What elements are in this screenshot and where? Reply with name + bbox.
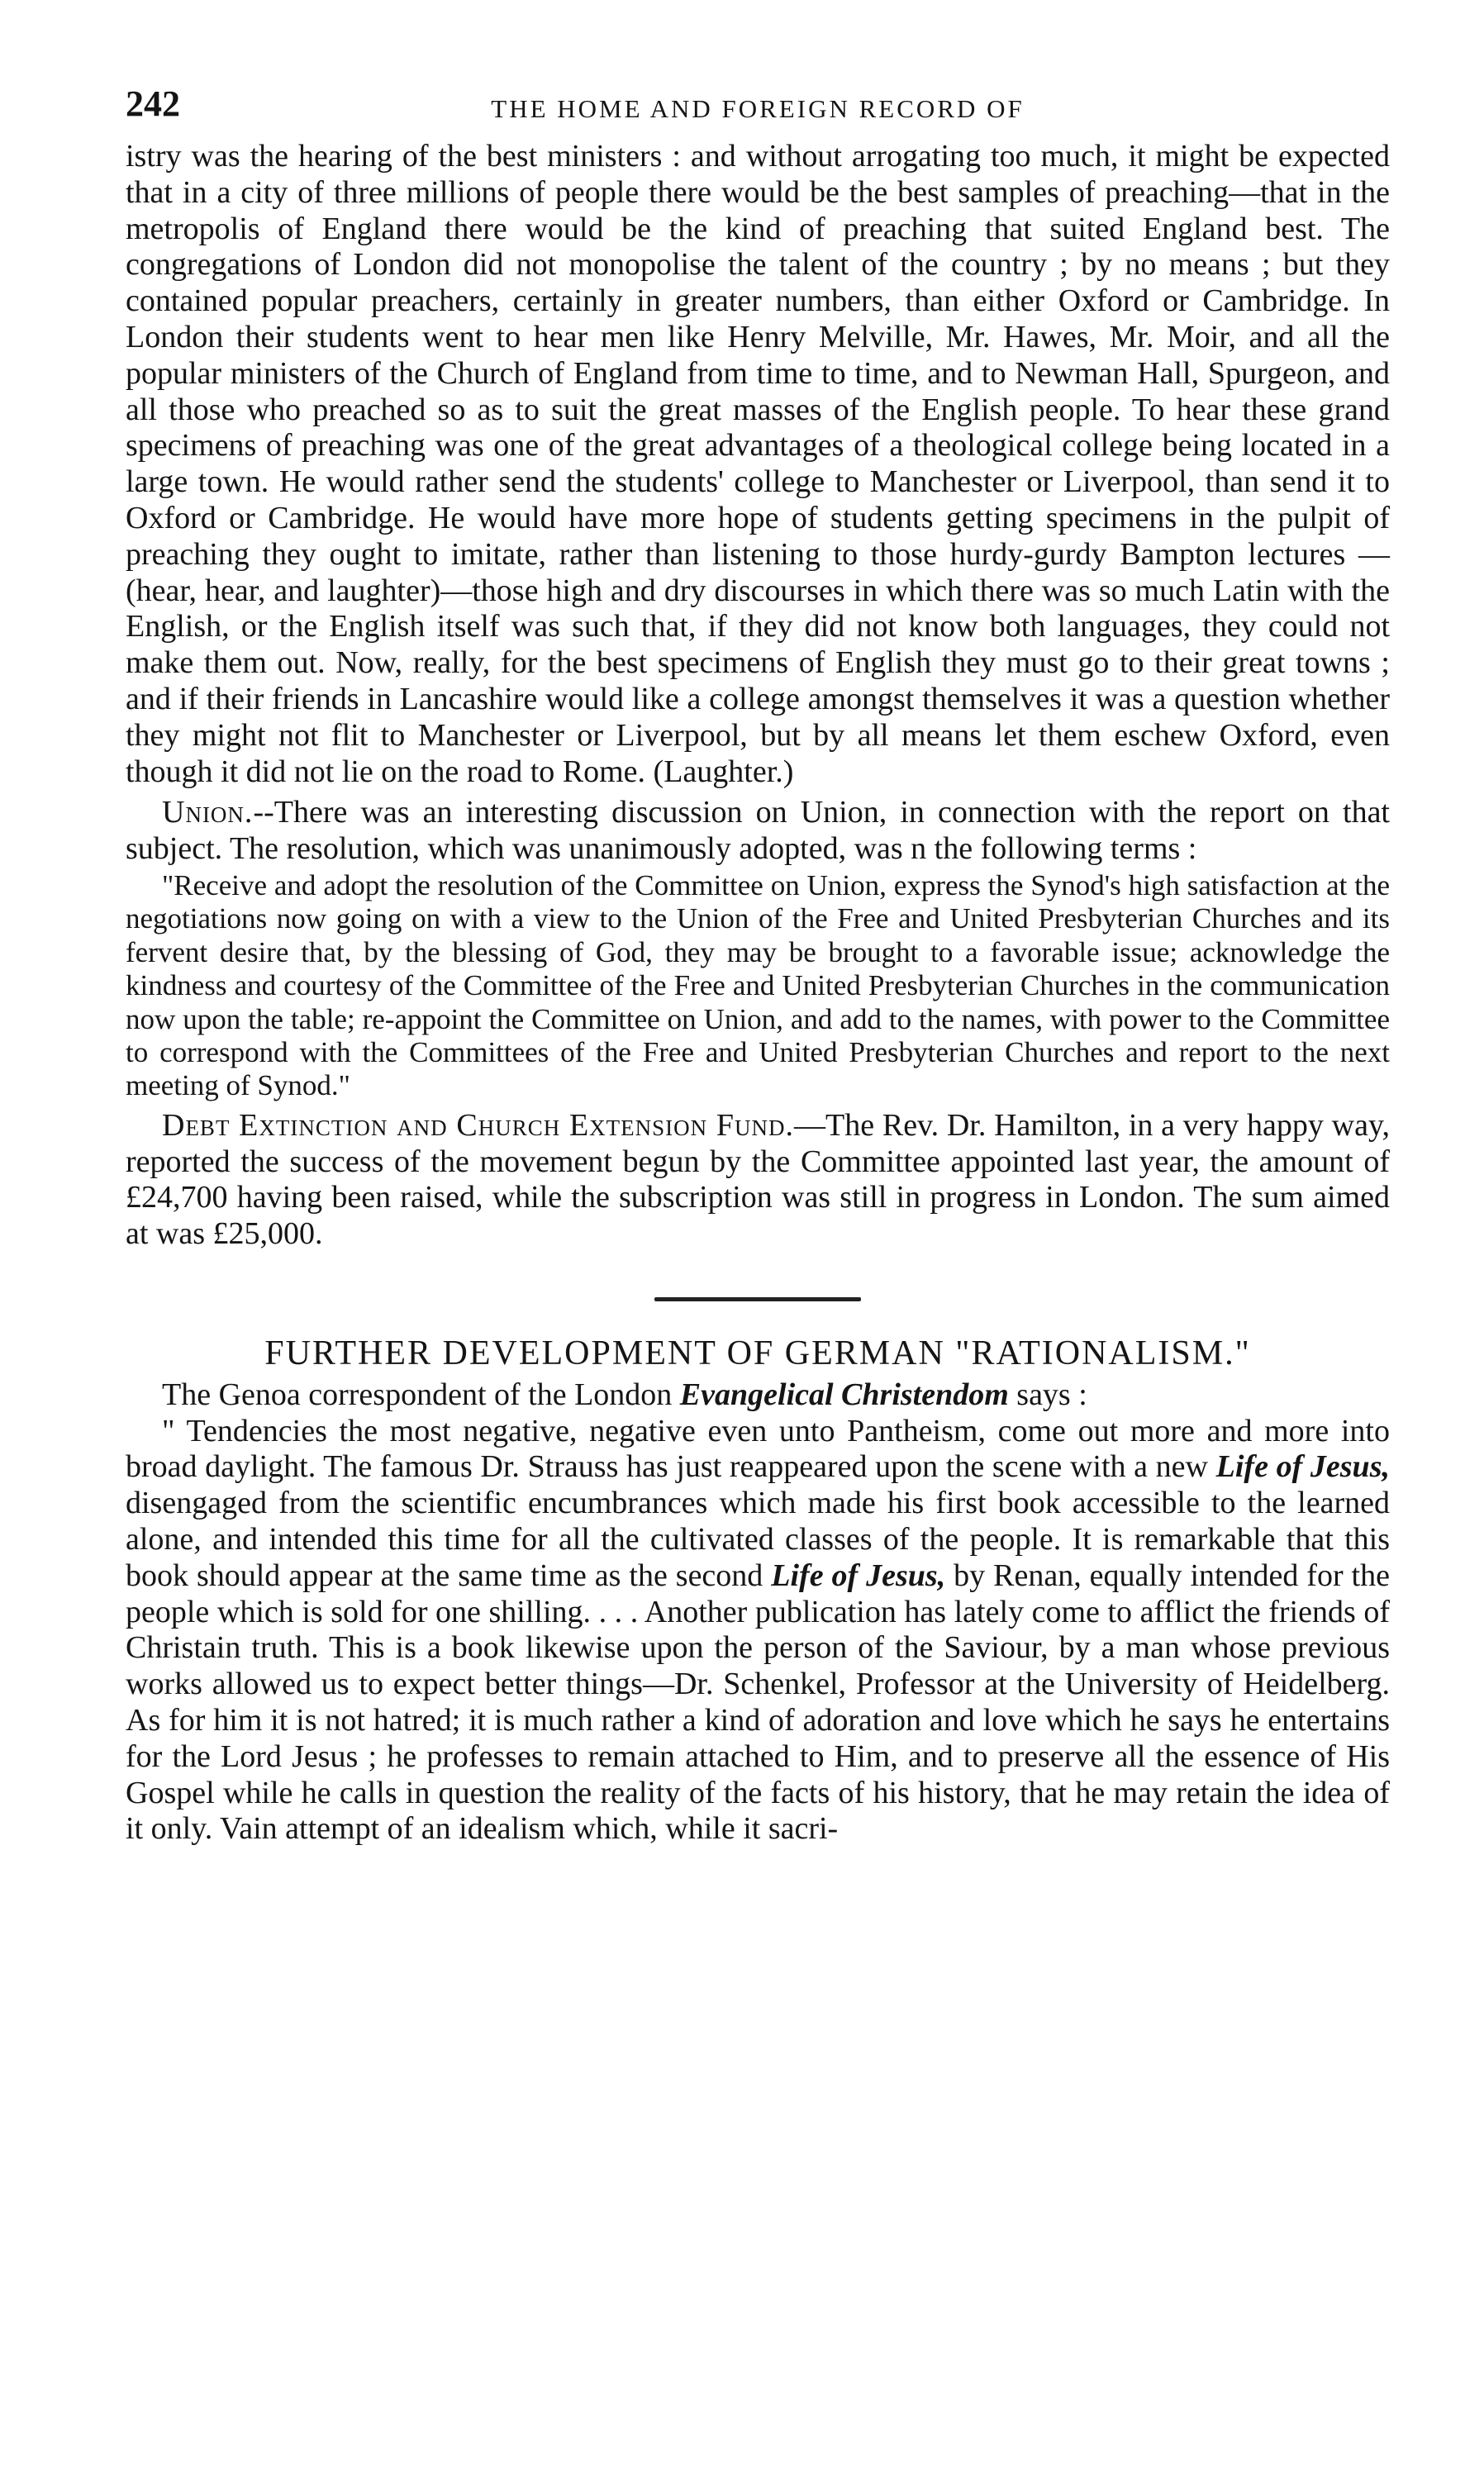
union-resolution-quote: "Receive and adopt the resolution of the Committee on Union, express the Synod's high satisfaction at the negotiations now going on with a view to the Union of the Free and United Presbyterian Churches and its fervent desire that, by the blessing of God, they may be brought to a favorable issue; acknowledge the kindness and courtesy of the Committee of the Free and United Presbyterian Churches in the communication now upon the table; re-appoint the Committee on Union, and add to the names, with power to the Committee to correspond with the Committees of the Free and United Presbyterian Churches and report to the next meeting of Synod.": [126, 868, 1390, 1102]
article-intro: [126, 1377, 1390, 1414]
article-quote-paragraph: [126, 1414, 1390, 1848]
running-title: THE HOME AND FOREIGN RECORD OF: [491, 94, 1025, 123]
section-divider: [654, 1297, 861, 1301]
paragraph-sermon-continued: istry was the hearing of the best ministers : and without arrogating too much, it might be expected that in a city of three millions of people there would be the best samples of preaching—that in the metropolis of England there would be the kind of preaching that suited England best. The congregations of London did not monopolise the talent of the country ; by no means ; but they contained popular preachers, certainly in greater numbers, than either Oxford or Cambridge. In London their students went to hear men like Henry Melville, Mr. Hawes, Mr. Moir, and all the popular ministers of the Church of England from time to time, and to Newman Hall, Spurgeon, and all those who preached so as to suit the great masses of the English people. To hear these grand specimens of preaching was one of the great advantages of a theological college being located in a large town. He would rather send the students' college to Manchester or Liverpool, than send it to Oxford or Cambridge. He would have more hope of students getting specimens in the pulpit of preaching they ought to imitate, rather than listening to those hurdy-gurdy Bampton lectures —(hear, hear, and laughter)—those high and dry discourses in which there was so much Latin with the English, or the English itself was such that, if they did not know both languages, they could not make them out. Now, really, for the best specimens of English they must go to their great towns ; and if their friends in Lancashire would like a college amongst themselves it was a question whether they might not flit to Manchester or Liverpool, but by all means let them eschew Oxford, even though it did not lie on the road to Rome. (Laughter.): [126, 139, 1390, 789]
paragraph-debt-extinction: [126, 1108, 1390, 1253]
article-body: [126, 139, 1390, 1848]
page-header: [126, 83, 1390, 139]
debt-heading: Debt Extinction and Church Extension Fund.: [162, 1107, 795, 1143]
union-heading: Union.: [162, 795, 254, 830]
intro-text-b: says :: [1008, 1377, 1087, 1412]
publication-name: Evangelical Christendom: [679, 1377, 1009, 1412]
quote-text-b: disengaged from the scientific encumbrances which made his first book accessible to the learned alone, and intended this time for all the cultivated classes of the people. It is remarkable that this book should appear at the same time as the second: [126, 1486, 1390, 1593]
page: [126, 83, 1390, 1848]
quote-text-c: by Renan, equally intended for the people which is sold for one shilling. . . . Another publication has lately come to afflict the friends of Christain truth. This is a book likewise upon the person of the Saviour, by a man whose previous works allowed us to expect better things—Dr. Schenkel, Professor at the University of Heidelberg. As for him it is not hatred; it is much rather a kind of adoration and love which he says he entertains for the Lord Jesus ; he professes to remain attached to Him, and to preserve all the essence of His Gospel while he calls in question the reality of the facts of his history, that he may retain the idea of it only. Vain attempt of an idealism which, while it sacri-: [126, 1558, 1390, 1847]
debt-text: —The Rev. Dr. Hamilton, in a very happy way, reported the success of the movement begun by the Committee appointed last year, the amount of £24,700 having been raised, while the subscription was still in progress in London. The sum aimed at was £25,000.: [126, 1107, 1390, 1252]
book-title-renan: Life of Jesus,: [771, 1558, 946, 1593]
quote-text-a: " Tendencies the most negative, negative even unto Pantheism, come out more and more into broad daylight. The famous Dr. Strauss has just reappeared upon the scene with a new: [126, 1413, 1390, 1485]
paragraph-union: [126, 795, 1390, 868]
page-number: 242: [126, 83, 180, 124]
union-text: --There was an interesting discussion on Union, in connection with the report on that subject. The resolution, which was unanimously adopted, was n the following terms :: [126, 795, 1390, 867]
intro-text-a: The Genoa correspondent of the London: [162, 1377, 680, 1412]
article-title: FURTHER DEVELOPMENT OF GERMAN "RATIONALISM.": [264, 1334, 1251, 1372]
book-title-strauss: Life of Jesus,: [1215, 1449, 1390, 1485]
